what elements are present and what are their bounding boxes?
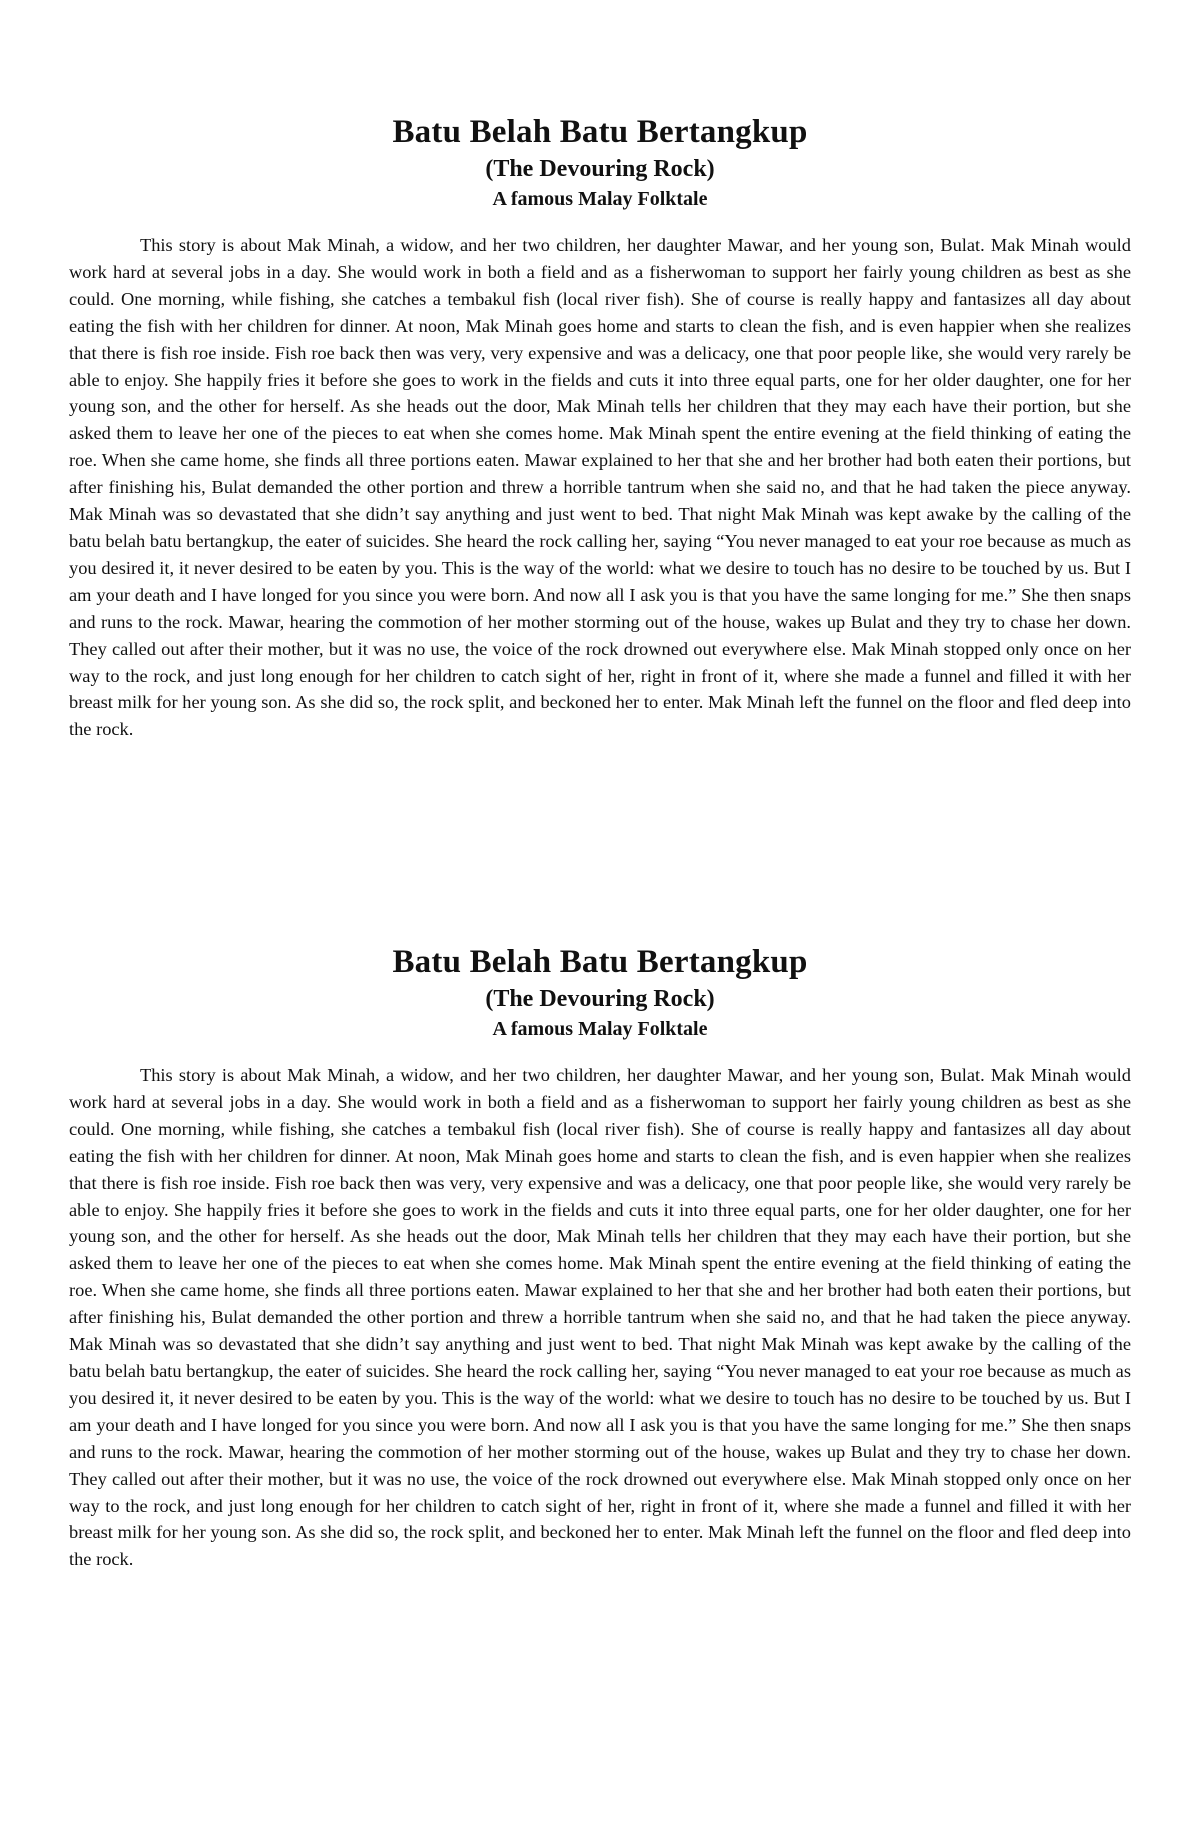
story-tagline: A famous Malay Folktale	[492, 188, 708, 210]
story-tagline: A famous Malay Folktale	[492, 1018, 708, 1040]
story-title: Batu Belah Batu Bertangkup	[392, 114, 808, 150]
story-body: This story is about Mak Minah, a widow, and her two children, her daughter Mawar, and her young son, Bulat. Mak Minah would work hard at several jobs in a day. She would work in both a field and as a fisherwoman to support her fairly young children as best as she could. One morning, while fishing, she catches a tembakul fish (local river fish). She of course is really happy and fantasizes all day about eating the fish with her children for dinner. At noon, Mak Minah goes home and starts to clean the fish, and is even happier when she realizes that there is fish roe inside. Fish roe back then was very, very expensive and was a delicacy, one that poor people like, she would very rarely be able to enjoy. She happily fries it before she goes to work in the fields and cuts it into three equal parts, one for her older daughter, one for her young son, and the other for herself. As she heads out the door, Mak Minah tells her children that they may each have their portion, but she asked them to leave her one of the pieces to eat when she comes home. Mak Minah spent the entire evening at the field thinking of eating the roe. When she came home, she finds all three portions eaten. Mawar explained to her that she and her brother had both eaten their portions, but after finishing his, Bulat demanded the other portion and threw a horrible tantrum when she said no, and that he had taken the piece anyway. Mak Minah was so devastated that she didn’t say anything and just went to bed. That night Mak Minah was kept awake by the calling of the batu belah batu bertangkup, the eater of suicides. She heard the rock calling her, saying “You never managed to eat your roe because as much as you desired it, it never desired to be eaten by you. This is the way of the world: what we desire to touch has no desire to be touched by us. But I am your death and I have longed for you since you were born. And now all I ask you is that you have the same longing for me.” She then snaps and runs to the rock. Mawar, hearing the commotion of her mother storming out of the house, wakes up Bulat and they try to chase her down. They called out after their mother, but it was no use, the voice of the rock drowned out everywhere else. Mak Minah stopped only once on her way to the rock, and just long enough for her children to catch sight of her, right in front of it, where she made a funnel and filled it with her breast milk for her young son. As she did so, the rock split, and beckoned her to enter. Mak Minah left the funnel on the floor and fled deep into the rock.	[69, 1065, 1131, 1570]
story-subtitle: (The Devouring Rock)	[485, 156, 715, 182]
story-section-2	[69, 942, 1131, 1573]
story-body: This story is about Mak Minah, a widow, and her two children, her daughter Mawar, and her young son, Bulat. Mak Minah would work hard at several jobs in a day. She would work in both a field and as a fisherwoman to support her fairly young children as best as she could. One morning, while fishing, she catches a tembakul fish (local river fish). She of course is really happy and fantasizes all day about eating the fish with her children for dinner. At noon, Mak Minah goes home and starts to clean the fish, and is even happier when she realizes that there is fish roe inside. Fish roe back then was very, very expensive and was a delicacy, one that poor people like, she would very rarely be able to enjoy. She happily fries it before she goes to work in the fields and cuts it into three equal parts, one for her older daughter, one for her young son, and the other for herself. As she heads out the door, Mak Minah tells her children that they may each have their portion, but she asked them to leave her one of the pieces to eat when she comes home. Mak Minah spent the entire evening at the field thinking of eating the roe. When she came home, she finds all three portions eaten. Mawar explained to her that she and her brother had both eaten their portions, but after finishing his, Bulat demanded the other portion and threw a horrible tantrum when she said no, and that he had taken the piece anyway. Mak Minah was so devastated that she didn’t say anything and just went to bed. That night Mak Minah was kept awake by the calling of the batu belah batu bertangkup, the eater of suicides. She heard the rock calling her, saying “You never managed to eat your roe because as much as you desired it, it never desired to be eaten by you. This is the way of the world: what we desire to touch has no desire to be touched by us. But I am your death and I have longed for you since you were born. And now all I ask you is that you have the same longing for me.” She then snaps and runs to the rock. Mawar, hearing the commotion of her mother storming out of the house, wakes up Bulat and they try to chase her down. They called out after their mother, but it was no use, the voice of the rock drowned out everywhere else. Mak Minah stopped only once on her way to the rock, and just long enough for her children to catch sight of her, right in front of it, where she made a funnel and filled it with her breast milk for her young son. As she did so, the rock split, and beckoned her to enter. Mak Minah left the funnel on the floor and fled deep into the rock.	[69, 235, 1131, 740]
story-title: Batu Belah Batu Bertangkup	[392, 944, 808, 980]
story-subtitle: (The Devouring Rock)	[485, 986, 715, 1012]
story-section-1	[69, 112, 1131, 743]
